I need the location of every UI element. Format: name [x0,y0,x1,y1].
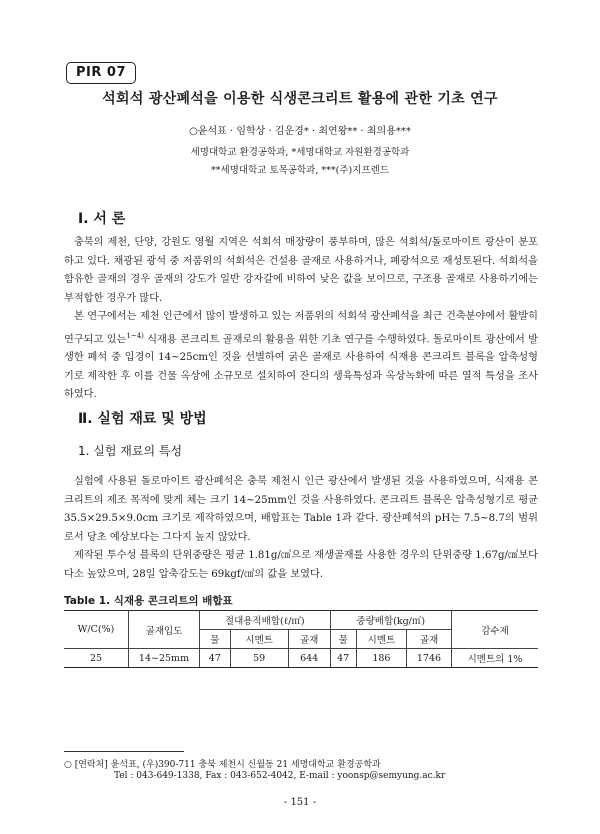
table-row [64,649,538,668]
table-cell: 59 [230,649,288,668]
table-subheader-water: 물 [330,630,356,649]
intro-paragraph-2 [64,308,538,405]
author-list: ○윤석표 · 임학상 · 김운경* · 최연왕** · 최의용*** [189,126,411,137]
table-cell: 25 [64,649,129,668]
table-cell: 1746 [406,649,451,668]
table-subheader-cement: 시멘트 [230,630,288,649]
table-header-absolute-volume: 절대용적배합(ℓ/㎥) [200,611,331,630]
intro-paragraph-2-part-b: 식재용 콘크리트 골재로의 활용을 위한 기초 연구를 수행하였다. 돌로마이트 광산에서 발생한 폐석 중 입경이 14~25cm인 것을 선별하여 굵은 골재로 사용하여 식재용 콘크리트 블록을 압축성형기로 제작한 후 이를 건물 옥상에 소규모로 설치하여 잔디의 생육특성과 옥상녹화에 따른 열적 특성을 조사하였다. [64,333,538,401]
citation-superscript: 1~4) [126,331,144,340]
table-header-aggregate-size: 골재입도 [129,611,200,649]
table-header-water-reducer: 감수제 [452,611,539,649]
table-cell: 47 [330,649,356,668]
table-cell: 14~25mm [129,649,200,668]
table-subheader-water: 물 [200,630,231,649]
table-cell: 47 [200,649,231,668]
table-header-wc: W/C(%) [64,611,129,649]
section-heading-methods: Ⅱ. 실험 재료 및 방법 [78,411,207,427]
section-heading-introduction: Ⅰ. 서 론 [78,211,126,227]
page-number: - 151 - [283,797,317,808]
table-cell: 시멘트의 1% [452,649,539,668]
table-cell: 644 [288,649,330,668]
table-caption: Table 1. 식재용 콘크리트의 배합표 [64,595,233,607]
table-subheader-aggregate: 골재 [406,630,451,649]
paper-title: 석회석 광산폐석을 이용한 식생콘크리트 활용에 관한 기초 연구 [102,91,498,107]
intro-paragraph-2-part-a: 본 연구에서는 제천 인근에서 많이 발생하고 있는 저품위의 석회석 광산폐석을 최근 건축분야에서 활발히 연구되고 있는 [64,311,538,345]
subsection-heading-materials: 1. 실험 재료의 특성 [78,444,183,458]
footnote-divider [64,751,184,752]
methods-paragraph-2: 제작된 투수성 블록의 단위중량은 평균 1.81g/㎤으로 재생골재를 사용한 경우의 단위중량 1.67g/㎤보다 다소 높았으며, 28일 압축강도는 69kgf/㎠의 값을 보였다. [64,550,538,580]
affiliation-line-2: **세명대학교 토목공학과, ***(주)지프렌드 [211,165,389,176]
affiliation-line-1: 세명대학교 환경공학과, *세명대학교 자원환경공학과 [190,147,410,158]
footnote-contact-details: Tel : 043-649-1338, Fax : 043-652-4042, E-mail : yoonsp@semyung.ac.kr [114,771,446,781]
table-cell: 186 [356,649,406,668]
footnote-contact: ○ [연락처] 윤석표, (우)390-711 충북 제천시 신월동 21 세명대학교 환경공학과 [64,760,381,770]
mix-proportion-table [64,610,538,668]
table-subheader-cement: 시멘트 [356,630,406,649]
table-subheader-aggregate: 골재 [288,630,330,649]
table-header-weight-mix: 중량배합(kg/㎥) [330,611,451,630]
intro-paragraph-1: 충북의 제천, 단양, 강원도 영월 지역은 석회석 매장량이 풍부하며, 많은 석회석/돌로마이트 광산이 분포하고 있다. 채광된 광석 중 저품위의 석회석은 건설용 골재로 사용하거나, 폐광석으로 재성토된다. 석회석을 함유한 골재의 경우 골재의 강도가 일반 강자갈에 비하여 낮은 값을 보이므로, 구조용 골재로 사용하기에는 부적합한 경우가 많다. [64,237,538,304]
methods-paragraph-1: 실험에 사용된 돌로마이트 광산폐석은 충북 제천시 인근 광산에서 발생된 것을 사용하였으며, 식재용 콘크리트의 제조 목적에 맞게 체는 크기 14~25mm인 것을 사용하였다. 콘크리트 블록은 압축성형기로 평균 35.5×29.5×9.0cm 크기로 제작하였으며, 배합표는 Table 1과 같다. 광산폐석의 pH는 7.5~8.7의 범위로서 당초 예상보다는 그다지 높지 않았다. [64,476,538,543]
paper-code-tag: PIR 07 [66,62,136,84]
